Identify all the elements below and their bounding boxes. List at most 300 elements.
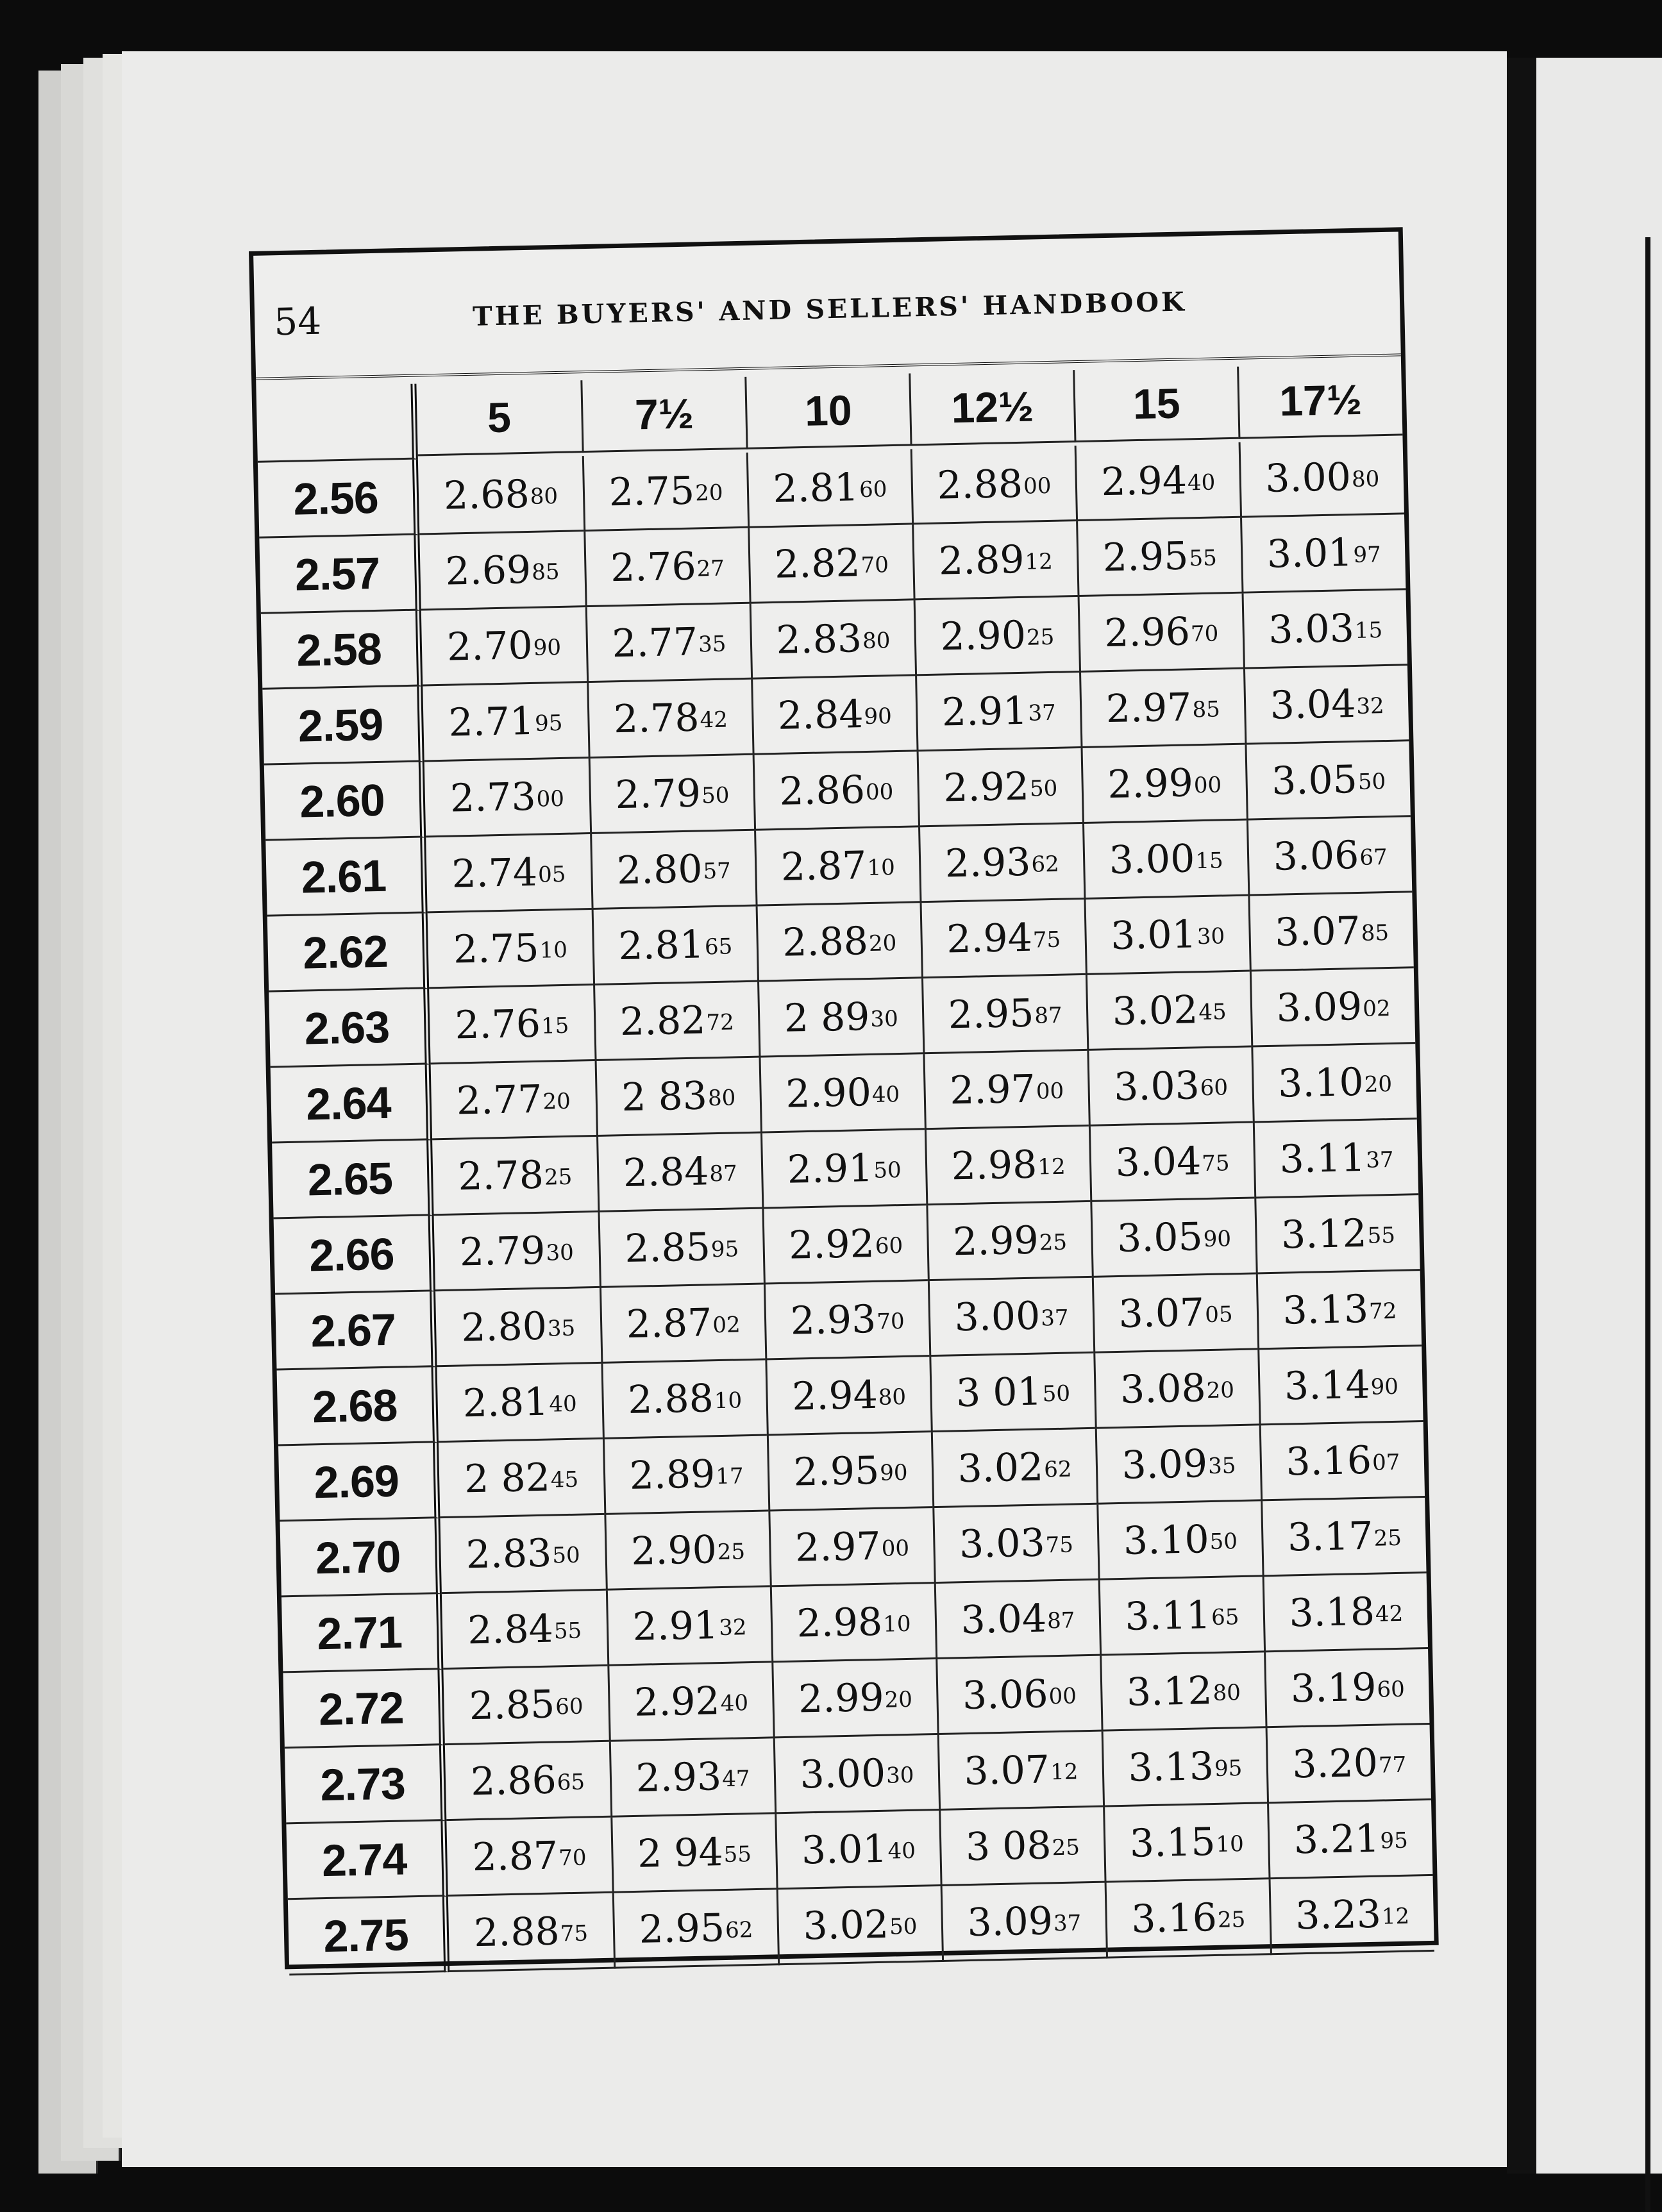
cell-value: 3.02 (1111, 987, 1198, 1034)
cell-value: 2 83 (621, 1073, 708, 1120)
cell-fraction: 85 (531, 558, 560, 585)
cell-fraction: 80 (878, 1384, 907, 1411)
cell-fraction: 00 (1193, 771, 1222, 798)
table-cell (937, 1732, 1103, 1811)
cell-fraction: 10 (1216, 1831, 1245, 1857)
cell-value: 3.03 (1268, 605, 1355, 653)
cell-value: 3.11 (1279, 1135, 1366, 1182)
cell-value: 2.74 (451, 850, 538, 897)
table-cell (1245, 741, 1410, 820)
cell-fraction: 10 (867, 854, 896, 881)
cell-fraction: 10 (882, 1611, 911, 1638)
cell-value: 2.99 (1107, 760, 1194, 807)
cell-fraction: 20 (1206, 1377, 1235, 1403)
cell-value: 2.82 (774, 540, 861, 587)
cell-fraction: 95 (1214, 1755, 1243, 1782)
cell-fraction: 20 (694, 480, 723, 506)
table-cell (1102, 1728, 1267, 1807)
cell-fraction: 95 (710, 1236, 739, 1262)
cell-fraction: 55 (1367, 1222, 1396, 1249)
cell-value: 2.91 (632, 1602, 719, 1650)
table-cell (1100, 1652, 1265, 1731)
table-cell (771, 1659, 937, 1738)
cell-value: 3.02 (957, 1444, 1044, 1491)
cell-value: 2.81 (462, 1379, 550, 1426)
cell-fraction: 80 (862, 627, 891, 654)
table-cell (434, 1212, 600, 1291)
table-cell (926, 1202, 1091, 1281)
table-cell (609, 1738, 775, 1817)
cell-fraction: 45 (1198, 998, 1227, 1025)
row-label: 2.71 (281, 1594, 443, 1673)
cell-fraction: 30 (1196, 923, 1225, 950)
cell-fraction: 20 (884, 1686, 913, 1713)
cell-value: 2.95 (638, 1905, 725, 1952)
cell-value: 2.83 (775, 616, 862, 663)
column-header: 15 (1073, 367, 1238, 442)
cell-fraction: 62 (1031, 851, 1060, 878)
cell-value: 2.88 (782, 918, 869, 966)
cell-value: 3.19 (1290, 1664, 1377, 1711)
cell-value: 2.99 (952, 1218, 1039, 1264)
cell-value: 2.88 (473, 1908, 560, 1956)
cell-fraction: 95 (1380, 1827, 1409, 1854)
table-cell (776, 1886, 942, 1965)
handbook-table (249, 227, 1439, 1969)
cell-value: 2.92 (788, 1221, 875, 1268)
column-header: 17½ (1237, 363, 1402, 439)
cell-value: 3.13 (1282, 1286, 1369, 1334)
cell-fraction: 35 (698, 631, 726, 657)
cell-value: 3.04 (960, 1595, 1047, 1643)
column-header: 5 (416, 380, 582, 456)
table-cell (759, 1054, 925, 1133)
cell-value: 2.90 (630, 1527, 718, 1574)
table-cell (1079, 669, 1245, 748)
cell-value: 3.16 (1130, 1895, 1218, 1942)
cell-value: 2.75 (608, 468, 695, 515)
cell-fraction: 80 (530, 483, 558, 510)
facing-page-rule (1645, 237, 1650, 2212)
table-cell (610, 1814, 776, 1893)
rate-grid (256, 363, 1434, 1965)
cell-fraction: 72 (1368, 1298, 1397, 1325)
cell-fraction: 80 (1213, 1679, 1241, 1706)
cell-fraction: 25 (1217, 1906, 1246, 1933)
table-cell (421, 607, 587, 686)
cell-value: 2.90 (785, 1069, 872, 1117)
table-cell (914, 597, 1079, 676)
cell-value: 2.98 (796, 1599, 883, 1646)
cell-fraction: 55 (553, 1618, 582, 1645)
table-cell (939, 1807, 1104, 1886)
row-label: 2.69 (278, 1443, 440, 1521)
cell-fraction: 02 (1362, 995, 1391, 1022)
cell-value: 2.96 (1104, 608, 1191, 656)
table-cell (1266, 1725, 1431, 1804)
page-number: 54 (273, 299, 322, 344)
row-label: 2.56 (258, 460, 419, 539)
table-cell (590, 831, 755, 910)
cell-value: 2.79 (459, 1228, 546, 1275)
cell-value: 2 82 (464, 1455, 551, 1502)
cell-value: 3.03 (959, 1520, 1046, 1567)
cell-fraction: 42 (1375, 1600, 1404, 1627)
cell-value: 2.76 (610, 544, 697, 591)
table-cell (612, 1889, 778, 1968)
cell-value: 2 89 (784, 994, 871, 1041)
book-spine (1507, 58, 1536, 2174)
table-cell (1105, 1879, 1270, 1958)
cell-value: 2.69 (444, 547, 532, 594)
cell-value: 2.73 (449, 774, 537, 821)
cell-fraction: 90 (1203, 1225, 1232, 1252)
table-cell (1240, 514, 1406, 593)
cell-fraction: 20 (1364, 1071, 1393, 1098)
table-cell (1078, 594, 1243, 673)
cell-value: 3.06 (1272, 832, 1359, 880)
cell-value: 2.95 (1102, 533, 1189, 580)
table-cell (1086, 972, 1251, 1051)
table-cell (1081, 745, 1246, 824)
cell-value: 2.84 (623, 1148, 710, 1196)
table-cell (765, 1357, 930, 1436)
cell-fraction: 25 (717, 1538, 746, 1565)
table-cell (753, 751, 918, 830)
cell-fraction: 05 (1204, 1301, 1233, 1328)
cell-value: 2.79 (614, 770, 701, 817)
cell-value: 3.08 (1120, 1365, 1207, 1412)
cell-fraction: 40 (548, 1391, 578, 1418)
cell-fraction: 00 (1036, 1078, 1064, 1105)
table-cell (775, 1811, 940, 1889)
cell-fraction: 75 (560, 1920, 589, 1947)
row-label: 2.61 (265, 837, 427, 916)
cell-value: 2.93 (789, 1296, 877, 1344)
cell-value: 3.13 (1127, 1743, 1214, 1791)
cell-fraction: 77 (1378, 1752, 1407, 1779)
cell-value: 3.03 (1113, 1062, 1200, 1110)
table-cell (428, 910, 593, 989)
row-label: 2.62 (267, 913, 429, 992)
cell-value: 2.86 (470, 1757, 557, 1804)
cell-value: 2.92 (943, 764, 1030, 810)
cell-value: 3.09 (1121, 1441, 1208, 1488)
table-cell (754, 827, 919, 906)
table-cell (936, 1656, 1101, 1735)
cell-fraction: 87 (709, 1160, 738, 1187)
table-cell (1076, 518, 1241, 597)
cell-value: 3.21 (1293, 1816, 1381, 1863)
cell-value: 2.81 (617, 921, 705, 969)
cell-fraction: 17 (715, 1462, 744, 1489)
cell-fraction: 85 (1361, 919, 1389, 946)
cell-value: 2.68 (443, 471, 530, 519)
cell-fraction: 87 (1034, 1002, 1063, 1029)
table-cell (917, 748, 1082, 827)
cell-fraction: 00 (865, 778, 894, 805)
cell-fraction: 97 (1353, 541, 1382, 568)
corner-cell (256, 384, 417, 463)
cell-fraction: 25 (1373, 1525, 1402, 1552)
cell-fraction: 50 (889, 1913, 918, 1940)
cell-fraction: 60 (859, 476, 887, 503)
table-cell (419, 532, 585, 610)
table-cell (770, 1584, 936, 1663)
table-cell (589, 755, 754, 834)
cell-value: 2.97 (1105, 684, 1193, 732)
table-cell (446, 1818, 612, 1897)
row-label: 2.57 (259, 535, 421, 614)
cell-fraction: 12 (1381, 1903, 1410, 1930)
column-header: 12½ (909, 370, 1074, 446)
cell-value: 2.91 (941, 688, 1028, 735)
table-cell (1257, 1346, 1423, 1425)
cell-fraction: 05 (537, 861, 566, 888)
table-cell (1264, 1649, 1429, 1728)
cell-value: 2.91 (787, 1145, 874, 1193)
table-cell (424, 758, 590, 837)
cell-fraction: 72 (706, 1009, 735, 1035)
cell-value: 3.02 (802, 1902, 889, 1948)
cell-value: 3.07 (1274, 908, 1361, 955)
cell-fraction: 50 (701, 782, 730, 809)
cell-fraction: 00 (881, 1535, 910, 1562)
cell-value: 2.70 (446, 623, 533, 670)
cell-value: 3.00 (799, 1750, 886, 1798)
cell-value: 2.88 (627, 1375, 714, 1423)
table-cell (448, 1893, 614, 1972)
cell-value: 3.17 (1287, 1513, 1374, 1561)
cell-value: 2.78 (457, 1152, 544, 1199)
table-cell (1254, 1195, 1420, 1274)
cell-value: 3.09 (1275, 984, 1363, 1031)
table-cell (925, 1127, 1090, 1205)
cell-value: 3.10 (1277, 1059, 1364, 1107)
table-cell (598, 1209, 764, 1288)
table-cell (418, 456, 583, 535)
cell-value: 3.01 (801, 1826, 888, 1873)
table-cell (585, 604, 751, 683)
cell-fraction: 80 (1351, 465, 1380, 492)
row-label: 2.73 (285, 1745, 446, 1824)
cell-fraction: 80 (707, 1084, 736, 1111)
table-cell (928, 1278, 1093, 1357)
table-cell (1251, 1044, 1416, 1123)
cell-value: 2.94 (791, 1372, 878, 1420)
table-cell (1095, 1425, 1261, 1504)
cell-fraction: 90 (864, 703, 893, 730)
cell-fraction: 37 (1365, 1146, 1394, 1173)
table-cell (767, 1432, 932, 1511)
cell-fraction: 75 (1045, 1532, 1074, 1558)
cell-fraction: 50 (551, 1542, 581, 1569)
cell-fraction: 75 (1032, 926, 1061, 953)
cell-fraction: 02 (712, 1311, 741, 1338)
table-cell (760, 1130, 926, 1209)
cell-fraction: 85 (1192, 696, 1221, 723)
table-cell (1096, 1501, 1262, 1580)
cell-value: 2.99 (798, 1675, 885, 1722)
cell-fraction: 15 (1354, 617, 1383, 644)
cell-fraction: 25 (1026, 624, 1055, 651)
cell-fraction: 27 (696, 555, 725, 582)
table-cell (1082, 821, 1248, 900)
table-cell (1242, 590, 1407, 669)
row-label: 2.70 (280, 1518, 442, 1597)
cell-fraction: 10 (539, 937, 568, 964)
cell-value: 2.78 (613, 694, 700, 742)
table-cell (1256, 1271, 1422, 1350)
column-header: 10 (744, 373, 910, 449)
cell-fraction: 70 (876, 1308, 905, 1335)
cell-value: 2.77 (611, 619, 698, 666)
cell-value: 2.92 (634, 1678, 721, 1725)
table-cell (1253, 1119, 1418, 1198)
page-header (253, 231, 1401, 380)
cell-fraction: 87 (1046, 1607, 1075, 1634)
cell-fraction: 32 (718, 1614, 747, 1641)
cell-value: 3.05 (1271, 757, 1358, 804)
cell-fraction: 40 (720, 1689, 749, 1716)
row-label: 2.75 (288, 1897, 449, 1975)
table-cell (746, 449, 912, 528)
cell-value: 2.83 (465, 1530, 553, 1577)
cell-value: 3.14 (1284, 1362, 1371, 1409)
cell-fraction: 75 (1201, 1150, 1230, 1177)
cell-fraction: 50 (1209, 1528, 1238, 1555)
cell-fraction: 70 (1190, 620, 1219, 647)
table-cell (929, 1353, 1095, 1432)
cell-fraction: 55 (1189, 544, 1218, 571)
table-cell (757, 978, 923, 1057)
table-cell (750, 600, 915, 679)
cell-value: 3.06 (962, 1671, 1049, 1718)
cell-value: 2.97 (794, 1523, 882, 1571)
cell-fraction: 37 (1028, 700, 1057, 726)
cell-value: 2.84 (777, 691, 864, 739)
table-cell (756, 903, 921, 982)
table-cell (1084, 896, 1249, 975)
cell-fraction: 30 (870, 1005, 899, 1032)
cell-fraction: 10 (714, 1387, 743, 1414)
cell-fraction: 25 (1039, 1229, 1068, 1256)
table-cell (764, 1281, 929, 1360)
cell-fraction: 25 (544, 1164, 573, 1191)
cell-fraction: 00 (1048, 1682, 1077, 1709)
table-cell (445, 1742, 610, 1821)
cell-fraction: 37 (1053, 1909, 1082, 1936)
table-cell (437, 1364, 603, 1443)
cell-fraction: 65 (557, 1769, 585, 1795)
cell-value: 3.00 (953, 1293, 1041, 1340)
table-cell (762, 1205, 927, 1284)
table-cell (932, 1505, 1098, 1584)
row-label: 2.58 (261, 610, 423, 689)
cell-value: 2.86 (778, 767, 866, 814)
cell-fraction: 62 (1043, 1456, 1072, 1482)
cell-fraction: 20 (868, 930, 897, 957)
cell-value: 3.00 (1264, 454, 1352, 501)
table-cell (426, 834, 591, 913)
table-cell (1239, 439, 1404, 517)
cell-fraction: 42 (700, 707, 728, 733)
cell-value: 2.71 (448, 698, 535, 746)
cell-value: 3.12 (1280, 1211, 1368, 1258)
cell-fraction: 15 (1195, 847, 1224, 874)
cell-fraction: 70 (860, 551, 889, 578)
table-cell (915, 673, 1080, 751)
table-cell (1269, 1876, 1434, 1955)
cell-value: 3.04 (1270, 681, 1357, 728)
table-cell (435, 1288, 601, 1367)
cell-fraction: 37 (1040, 1305, 1069, 1331)
cell-value: 2.93 (944, 839, 1032, 886)
table-cell (1263, 1573, 1428, 1652)
cell-value: 3.00 (1109, 835, 1196, 883)
row-label: 2.63 (269, 989, 430, 1068)
cell-fraction: 65 (1211, 1604, 1239, 1630)
cell-value: 2.85 (624, 1224, 711, 1271)
cell-fraction: 60 (875, 1232, 903, 1259)
cell-value: 3.18 (1288, 1589, 1375, 1636)
cell-value: 3.20 (1291, 1740, 1379, 1787)
table-cell (748, 524, 913, 603)
cell-value: 3.15 (1129, 1819, 1216, 1866)
cell-value: 2.89 (938, 537, 1025, 584)
cell-fraction: 20 (542, 1088, 571, 1115)
cell-value: 2.90 (939, 612, 1027, 660)
row-label: 2.60 (264, 762, 426, 841)
table-cell (1246, 817, 1412, 896)
table-cell (423, 683, 588, 762)
table-cell (443, 1666, 609, 1745)
table-cell (582, 453, 748, 532)
cell-fraction: 00 (536, 785, 565, 812)
cell-value: 2.98 (950, 1142, 1037, 1189)
cell-fraction: 50 (1042, 1380, 1071, 1407)
cell-value: 2.80 (460, 1303, 548, 1350)
row-label: 2.67 (275, 1291, 437, 1370)
cell-value: 3 01 (955, 1368, 1043, 1416)
table-cell (1243, 666, 1409, 744)
table-cell (1259, 1422, 1425, 1501)
table-cell (1089, 1123, 1254, 1202)
table-cell (604, 1511, 769, 1590)
cell-fraction: 67 (1359, 844, 1388, 871)
table-cell (593, 982, 759, 1061)
cell-fraction: 12 (1037, 1153, 1066, 1180)
cell-fraction: 15 (541, 1012, 569, 1039)
cell-value: 2.97 (949, 1066, 1036, 1113)
cell-value: 2.84 (467, 1606, 554, 1653)
table-cell (1103, 1804, 1268, 1882)
cell-value: 2.82 (619, 997, 707, 1044)
table-cell (941, 1883, 1106, 1962)
cell-value: 2.87 (780, 842, 868, 890)
cell-fraction: 07 (1372, 1449, 1400, 1476)
table-cell (1250, 968, 1415, 1047)
cell-fraction: 35 (1207, 1452, 1236, 1479)
cell-value: 3.10 (1123, 1516, 1210, 1564)
cell-fraction: 40 (871, 1081, 900, 1108)
table-cell (921, 975, 1087, 1054)
cell-fraction: 12 (1025, 548, 1053, 575)
cell-value: 3.05 (1116, 1214, 1204, 1261)
row-label: 2.74 (286, 1821, 448, 1900)
cell-fraction: 40 (1187, 469, 1216, 496)
cell-value: 2.93 (635, 1754, 722, 1801)
